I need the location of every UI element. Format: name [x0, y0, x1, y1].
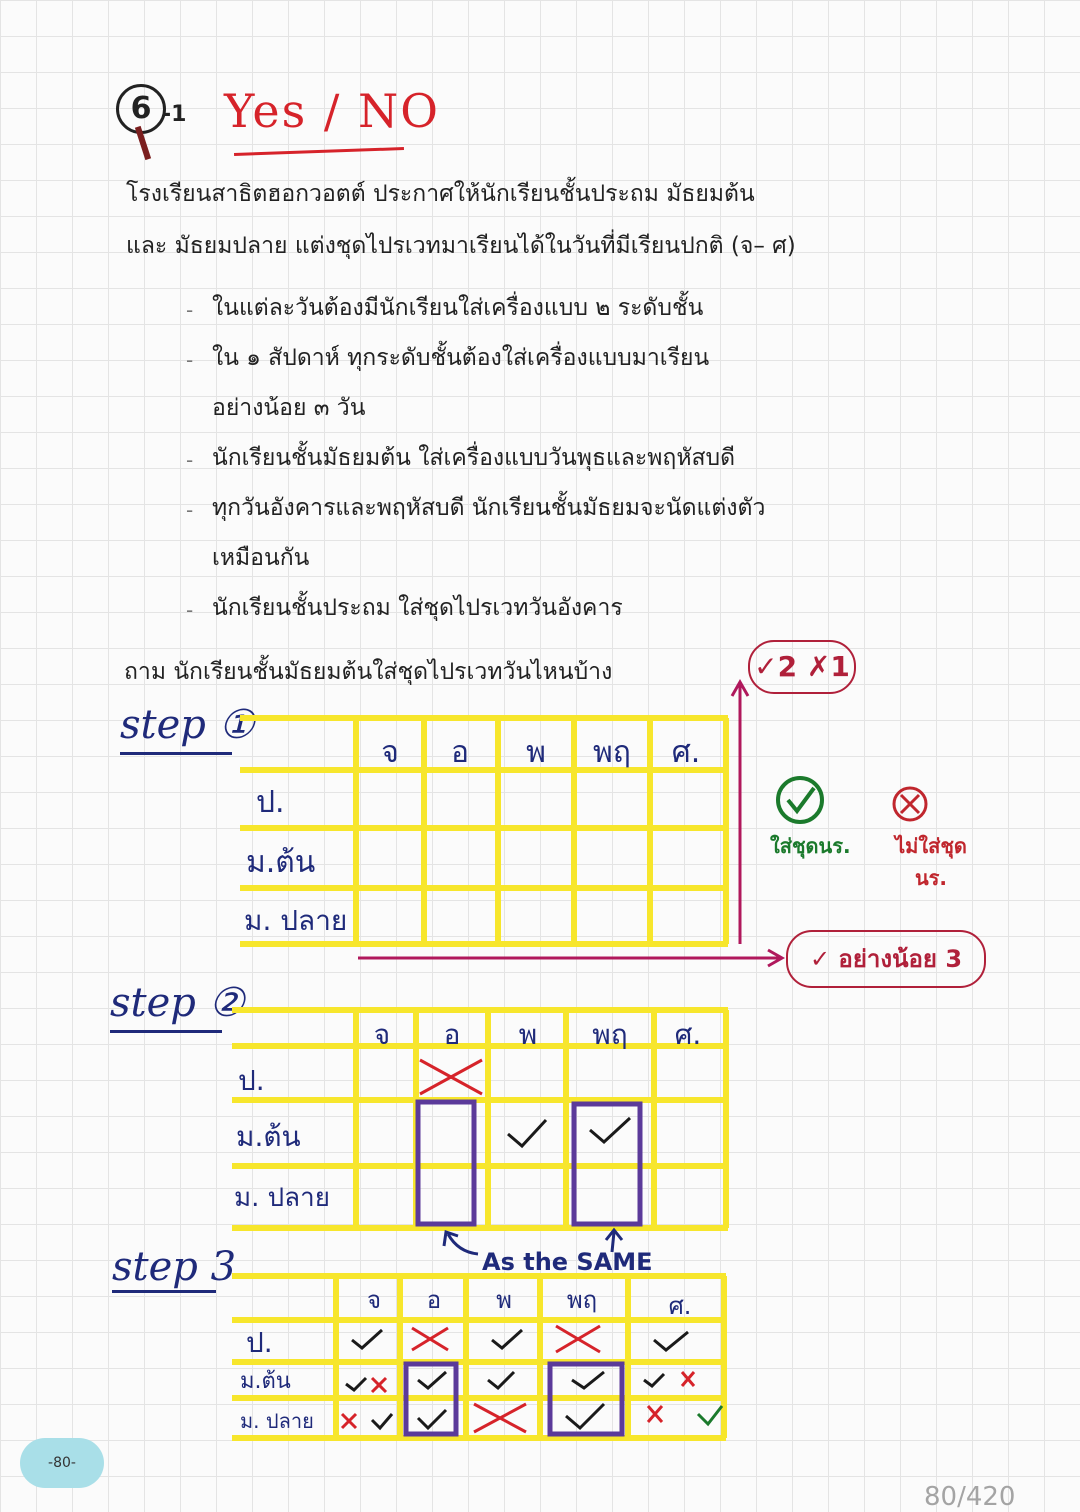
step-2-marks: [418, 1060, 640, 1224]
question-text: ถาม นักเรียนชั้นมัธยมต้นใส่ชุดไปรเวทวันไหนบ้าง: [124, 659, 613, 685]
step-3-label: step 3: [112, 1244, 237, 1290]
step-2-day-thu: พฤ: [592, 1018, 628, 1051]
bullet-2-cont: อย่างน้อย ๓ วัน: [212, 395, 366, 421]
legend-cross-label: ไม่ใส่ชุด นร.: [895, 834, 967, 890]
step-3-day-mon: จ: [366, 1286, 382, 1314]
bullet-dash: -: [186, 498, 194, 522]
step-3-day-fri: ศ.: [668, 1292, 692, 1320]
step-1-day-mon: จ: [381, 735, 399, 770]
step-2-day-wed: พ: [518, 1018, 538, 1051]
step-2-row-upper-sec: ม. ปลาย: [234, 1183, 330, 1213]
bullet-dash: -: [186, 298, 194, 322]
legend-check-icon: [778, 778, 822, 822]
legend-check-label: ใส่ชุดนร.: [770, 834, 851, 858]
step-2-label: step ②: [110, 980, 245, 1026]
step-1-day-thu: พฤ: [593, 735, 631, 770]
step-1-day-tue: อ: [450, 735, 470, 770]
bullet-1: ในแต่ละวันต้องมีนักเรียนใส่เครื่องแบบ ๒ ระดับชั้น: [212, 295, 704, 321]
same-note: As the SAME: [482, 1248, 653, 1276]
bullet-2: ใน ๑ สัปดาห์ ทุกระดับชั้นต้องใส่เครื่องแบบมาเรียน: [212, 345, 710, 371]
step-3-row-lower-sec: ม.ต้น: [240, 1369, 291, 1394]
step-2-day-mon: จ: [373, 1018, 391, 1051]
step-2-day-tue: อ: [443, 1018, 461, 1051]
step-2-day-fri: ศ.: [674, 1018, 702, 1051]
step-3-row-upper-sec: ม. ปลาย: [240, 1409, 314, 1433]
step-1-row-upper-sec: ม. ปลาย: [244, 904, 348, 937]
step-2-row-lower-sec: ม.ต้น: [236, 1120, 301, 1153]
bullet-dash: -: [186, 348, 194, 372]
page-counter: 80/420: [924, 1482, 1016, 1512]
step-3-row-primary: ป.: [246, 1326, 273, 1359]
step-1-row-lower-sec: ม.ต้น: [246, 845, 316, 880]
step-1-label: step ①: [120, 702, 255, 748]
page-title: Yes / NO: [224, 84, 440, 138]
bullet-dash: -: [186, 598, 194, 622]
question-number: 6: [116, 84, 166, 134]
cloud-check-cross-count: ✓2 ✗1: [748, 640, 856, 694]
page-number-badge: -80-: [20, 1438, 104, 1488]
bullet-4-cont: เหมือนกัน: [212, 545, 310, 571]
cloud-at-least-three: ✓ อย่างน้อย 3: [786, 930, 986, 988]
step-1-row-primary: ป.: [256, 785, 285, 820]
intro-line-2: และ มัธยมปลาย แต่งชุดไปรเวทมาเรียนได้ในวันที่มีเรียนปกติ (จ– ศ): [126, 233, 796, 259]
step-3-day-wed: พ: [496, 1286, 512, 1314]
step-1-day-wed: พ: [526, 735, 546, 770]
intro-line-1: โรงเรียนสาธิตฮอกวอตต์ ประกาศให้นักเรียนชั้นประถม มัธยมต้น: [126, 181, 755, 207]
bullet-dash: -: [186, 448, 194, 472]
step-3-day-tue: อ: [426, 1286, 442, 1314]
step-3-day-thu: พฤ: [566, 1286, 598, 1314]
bullet-5: นักเรียนชั้นประถม ใส่ชุดไปรเวทวันอังคาร: [212, 595, 623, 621]
step-1-day-fri: ศ.: [671, 735, 701, 770]
bullet-4: ทุกวันอังคารและพฤหัสบดี นักเรียนชั้นมัธยมจะนัดแต่งตัว: [212, 495, 766, 521]
question-subnumber: -1: [162, 102, 187, 127]
bullet-3: นักเรียนชั้นมัธยมต้น ใส่เครื่องแบบวันพุธและพฤหัสบดี: [212, 445, 736, 471]
step-2-row-primary: ป.: [238, 1064, 265, 1097]
